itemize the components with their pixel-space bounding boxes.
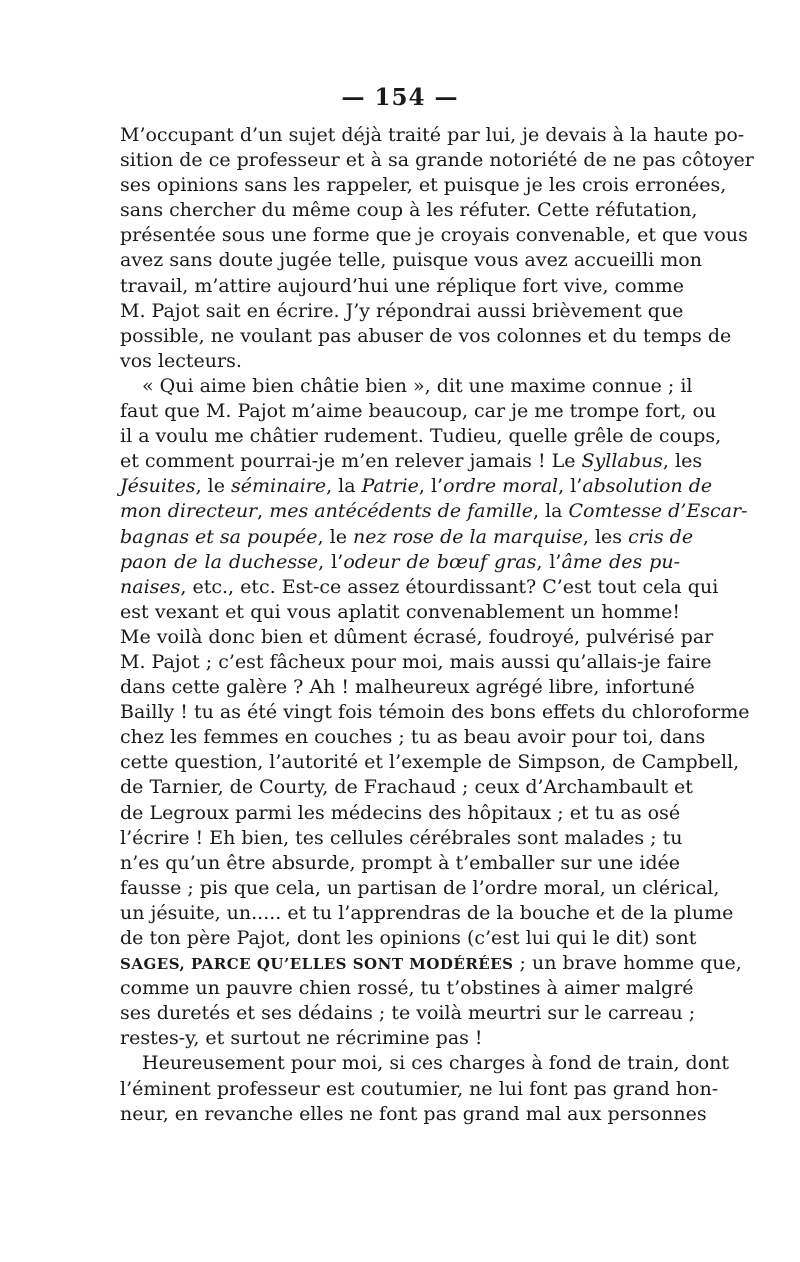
text-line: chez les femmes en couches ; tu as beau avoir pour toi, dans (120, 726, 706, 749)
text-run: , la (326, 475, 362, 498)
text-run: , le (317, 525, 353, 548)
text-run: , les (582, 525, 629, 548)
text-line (120, 550, 680, 575)
italic-run: naises (120, 575, 181, 598)
text-line: sans chercher du même coup à les réfuter. Cette réfutation, (120, 199, 698, 222)
text-run: , l’ (558, 475, 583, 498)
text-line: il a voulu me châtier rudement. Tudieu, quelle grêle de coups, (120, 425, 722, 448)
text-line: comme un pauvre chien rossé, tu t’obstines à aimer malgré (120, 977, 694, 1000)
text-line: ses opinions sans les rappeler, et puisque je les crois erronées, (120, 174, 727, 197)
text-line: est vexant et qui vous aplatit convenablement un homme! (120, 600, 680, 623)
italic-run: mes antécédents de famille (269, 500, 533, 523)
text-line: M’occupant d’un sujet déjà traité par lui, je devais à la haute po- (120, 124, 745, 146)
text-line: sition de ce professeur et à sa grande notoriété de ne pas côtoyer (120, 149, 754, 172)
text-line (120, 575, 719, 600)
small-caps-run: SAGES, PARCE QU’ELLES SONT MODÉRÉES (120, 955, 514, 974)
italic-run: âme des pu- (561, 550, 680, 573)
text-run: , l’ (536, 550, 562, 573)
text-line: fausse ; pis que cela, un partisan de l’ordre moral, un clérical, (120, 876, 720, 899)
text-line: de Legroux parmi les médecins des hôpitaux ; et tu as osé (120, 801, 681, 824)
italic-run: mon directeur (120, 500, 258, 523)
text-line: Bailly ! tu as été vingt fois témoin des bons effets du chloroforme (120, 701, 750, 724)
body-text (120, 123, 754, 1127)
text-line (120, 951, 742, 976)
text-line: « Qui aime bien châtie bien », dit une maxime connue ; il (142, 374, 693, 397)
text-line: M. Pajot sait en écrire. J’y répondrai aussi brièvement que (120, 299, 684, 322)
text-line: Heureusement pour moi, si ces charges à fond de train, dont (142, 1052, 730, 1075)
italic-run: Patrie (361, 475, 419, 498)
text-run: , etc., etc. Est-ce assez étourdissant? C’est tout cela qui (180, 575, 719, 598)
text-line: de Tarnier, de Courty, de Frachaud ; ceux d’Archambault et (120, 776, 693, 799)
italic-run: Syllabus (581, 450, 663, 473)
text-line: cette question, l’autorité et l’exemple de Simpson, de Campbell, (120, 751, 740, 774)
text-line: l’écrire ! Eh bien, tes cellules cérébrales sont malades ; tu (120, 826, 683, 849)
page-number: — 154 — (341, 84, 459, 111)
text-line: avez sans doute jugée telle, puisque vous avez accueilli mon (120, 249, 702, 272)
text-line (120, 474, 713, 499)
text-line: possible, ne voulant pas abuser de vos colonnes et du temps de (120, 324, 732, 347)
text-line (120, 449, 703, 474)
text-line: faut que M. Pajot m’aime beaucoup, car je me trompe fort, ou (120, 400, 717, 423)
text-run: , le (195, 475, 232, 498)
text-line: ses duretés et ses dédains ; te voilà meurtri sur le carreau ; (120, 1002, 696, 1025)
text-line: M. Pajot ; c’est fâcheux pour moi, mais aussi qu’allais-je faire (120, 650, 712, 673)
italic-run: ordre moral (443, 475, 559, 498)
text-run: , l’ (318, 550, 344, 573)
text-line: n’es qu’un être absurde, prompt à t’emballer sur une idée (120, 851, 680, 874)
italic-run: absolution de (582, 475, 713, 498)
text-run: ; un brave homme que, (513, 952, 742, 975)
italic-run: séminaire (231, 475, 327, 498)
text-run: , les (662, 450, 703, 473)
text-run: et comment pourrai-je m’en relever jamais ! Le (120, 450, 582, 473)
text-line: l’éminent professeur est coutumier, ne lui font pas grand hon- (120, 1077, 719, 1100)
text-line (120, 525, 694, 550)
text-line: neur, en revanche elles ne font pas grand mal aux personnes (120, 1102, 707, 1125)
text-line: travail, m’attire aujourd’hui une réplique fort vive, comme (120, 274, 684, 297)
italic-run: nez rose de la marquise (353, 525, 583, 548)
italic-run: cris de (628, 525, 694, 548)
text-line (120, 499, 748, 524)
italic-run: Comtesse d’Escar- (568, 500, 748, 523)
text-run: , l’ (418, 475, 444, 498)
text-line: Me voilà donc bien et dûment écrasé, foudroyé, pulvérisé par (120, 625, 714, 648)
text-run: , (257, 500, 270, 523)
italic-run: odeur de bœuf gras (343, 550, 537, 573)
text-run: , la (532, 500, 569, 523)
italic-run: Jésuites (120, 475, 196, 498)
text-line: vos lecteurs. (120, 349, 242, 372)
text-line: de ton père Pajot, dont les opinions (c’est lui qui le dit) sont (120, 927, 697, 949)
text-line: un jésuite, un..... et tu l’apprendras de la bouche et de la plume (120, 901, 734, 924)
text-line: dans cette galère ? Ah ! malheureux agrégé libre, infortuné (120, 676, 695, 699)
text-line: présentée sous une forme que je croyais convenable, et que vous (120, 224, 748, 247)
italic-run: paon de la duchesse (120, 550, 319, 573)
italic-run: bagnas et sa poupée (120, 525, 318, 548)
text-line: restes-y, et surtout ne récrimine pas ! (120, 1027, 483, 1050)
